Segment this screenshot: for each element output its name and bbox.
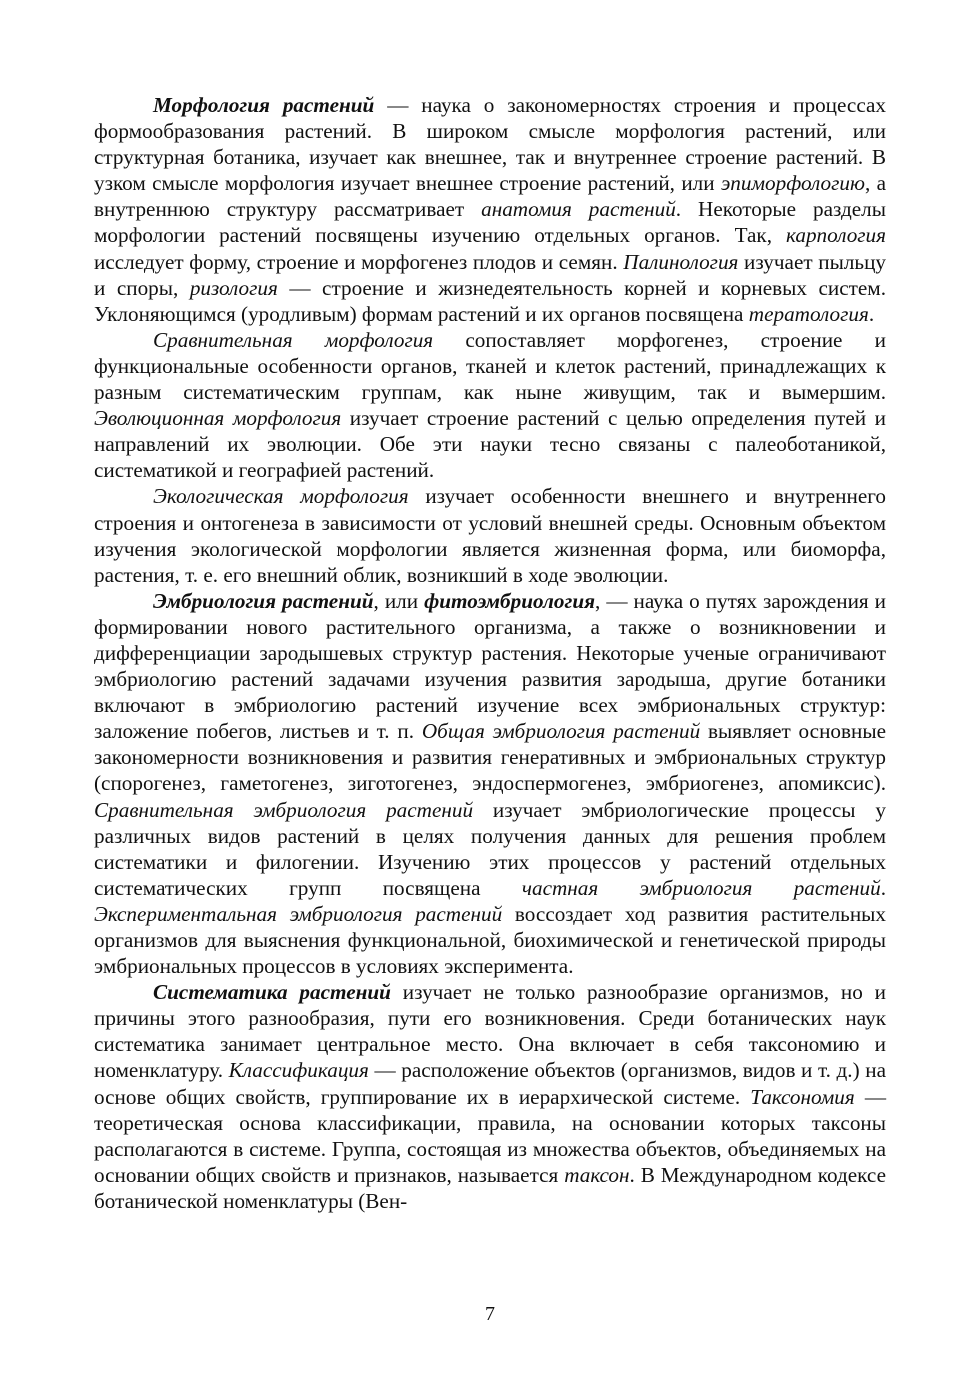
paragraph-text: — наука о закономерностях строения и процессах формообразования растений. В широком смысле морфология растений, или структурная ботаника, изучает как внешнее, так и внутреннее строение растений. В узком смысле морфология изучает внешнее строение растений, или (94, 93, 886, 196)
page-body (94, 92, 886, 1214)
term-particular-embryology: частная эмбриология растений (521, 875, 881, 900)
paragraph-text: . (868, 301, 875, 326)
paragraph-text: изучает пыльцу и споры, (94, 249, 886, 300)
paragraph-ecological-morphology (94, 483, 886, 587)
term-phytoembryology: фитоэмбриология (424, 588, 596, 613)
paragraph-text: , — наука о путях зарождения и формировании нового растительного организма, а также о возникновении и дифференциации зародышевых структур растения. Некоторые ученые ограничивают эмбриологию растений задачами изучения развития зародыша, другие ботаники включают в эмбриологию растений изучение всех эмбриональных структур: заложение побегов, листьев и т. п. (94, 588, 886, 744)
paragraph-text: сопоставляет морфогенез, строение и функциональные особенности органов, тканей и клеток растений, принадлежащих к разным систематическим группам, как ныне живущим, так и вымершим. (94, 327, 886, 405)
paragraph-text: . В Международном кодексе ботанической номенклатуры (Вен- (94, 1162, 886, 1213)
paragraph-plant-morphology (94, 92, 886, 327)
paragraph-text: — строение и жизнедеятельность корней и корневых систем. Уклоняющимся (уродливым) формам растений и их органов посвящена (94, 275, 886, 326)
term-experimental-embryology: Экспериментальная эмбриология растений (94, 901, 503, 926)
page-number: 7 (485, 1303, 495, 1325)
term-epimorphology: эпиморфологию (720, 171, 865, 196)
term-plant-embryology: Эмбриология растений (153, 588, 374, 613)
paragraph-text: изучает не только разнообразие организмов, но и причины этого разнообразия, пути его возникновения. Среди ботанических наук систематика занимает центральное место. Она включает в себя таксономию и номенклатуру. (94, 980, 886, 1083)
term-plant-anatomy: анатомия растений (481, 197, 676, 222)
paragraph-text: — теоретическая основа классификации, правила, на основании которых таксоны располагаются в системе. Группа, состоящая из множества объектов, объединяемых на основании общих свойств и признаков, называется (94, 1084, 886, 1187)
term-carpology: карпология (785, 223, 886, 248)
term-plant-systematics: Систематика растений (153, 980, 391, 1005)
paragraph-plant-embryology (94, 588, 886, 979)
paragraph-text: воссоздает ход развития растительных организмов для выяснения функциональной, биохимической и генетической природы эмбриональных процессов в условиях эксперимента. (94, 901, 886, 979)
term-teratology: тератология (748, 301, 869, 326)
paragraph-text: , а внутреннюю структуру рассматривает (94, 171, 887, 222)
term-taxonomy: Таксономия (750, 1084, 855, 1109)
paragraph-text: . Некоторые разделы морфологии растений посвящены изучению отдельных органов. Так, (94, 197, 886, 248)
paragraph-comparative-morphology (94, 327, 886, 484)
term-comparative-embryology: Сравнительная эмбриология растений (94, 797, 474, 822)
paragraph-text: исследует форму, строение и морфогенез плодов и семян. (94, 249, 624, 274)
paragraph-text: — расположение объектов (организмов, видов и т. д.) на основе общих свойств, группирование их в иерархической системе. (94, 1058, 886, 1109)
term-classification: Классификация (228, 1058, 369, 1083)
paragraph-plant-systematics (94, 979, 886, 1214)
term-comparative-morphology: Сравнительная морфология (153, 327, 434, 352)
term-evolutionary-morphology: Эволюционная морфология (94, 406, 342, 431)
term-plant-morphology: Морфология растений (153, 93, 375, 117)
term-taxon: таксон (564, 1162, 630, 1187)
term-general-embryology: Общая эмбриология растений (421, 719, 701, 744)
term-rhizology: ризология (189, 275, 278, 300)
paragraph-text: изучает эмбриологические процессы у различных видов растений в целях получения данных для решения проблем систематики и филогении. Изучению этих процессов у растений отдельных систематических групп посвящена (94, 797, 886, 900)
term-ecological-morphology: Экологическая морфология (153, 484, 409, 509)
paragraph-text: изучает особенности внешнего и внутреннего строения и онтогенеза в зависимости от условий внешней среды. Основным объектом изучения экологической морфологии является жизненная форма, или биоморфа, растения, т. е. его внешний облик, возникший в ходе эволюции. (94, 484, 886, 587)
paragraph-text: , или (373, 588, 425, 613)
term-palynology: Палинология (623, 249, 739, 274)
paragraph-text: выявляет основные закономерности возникновения и развития генеративных и эмбриональных структур (спорогенез, гаметогенез, зиготогенез, эндоспермогенез, эмбриогенез, апомиксис). (94, 719, 886, 796)
paragraph-text: изучает строение растений с целью определения путей и направлений их эволюции. Обе эти науки тесно связаны с палеоботаникой, систематикой и географией растений. (94, 406, 887, 483)
paragraph-text: . (880, 875, 886, 900)
